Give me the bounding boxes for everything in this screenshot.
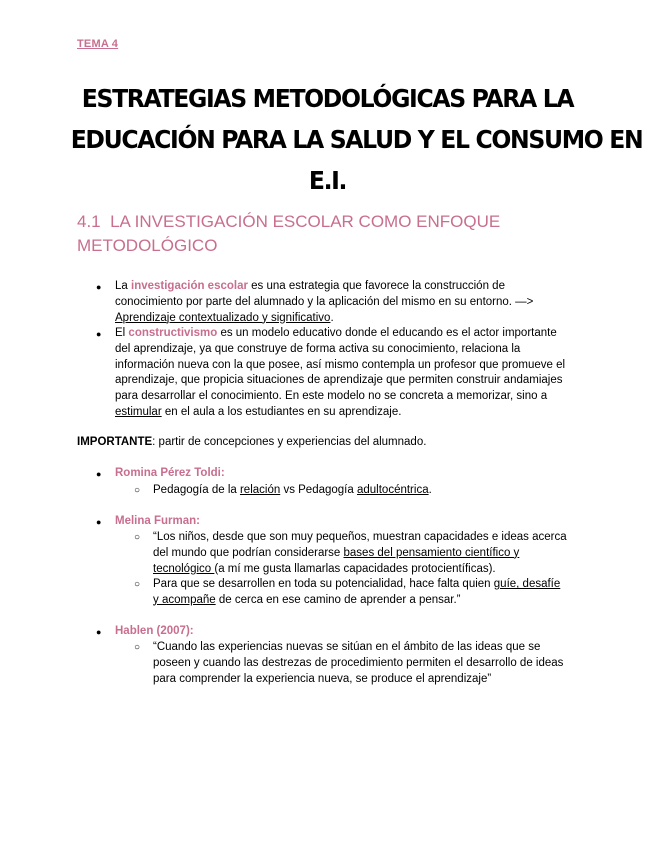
page-title: [70, 78, 643, 201]
sub-item: ○ “Los niños, desde que son muy pequeños, muestran capacidades e ideas acerca del mundo que podrían considerarse bases del pensamiento científico y tecnológico (a mí me gusta llamarlas capacidades protocientíficas).: [134, 531, 567, 575]
topic-label: TEMA 4: [77, 38, 119, 50]
section-title-line: LA INVESTIGACIÓN ESCOLAR COMO ENFOQUE: [110, 212, 501, 231]
author-name: Hablen (2007):: [115, 625, 194, 637]
list-item: ● El constructivismo es un modelo educativo donde el educando es el actor importante del aprendizaje, ya que construye de forma activa su conocimiento, relaciona la información nueva con la que posee, así mismo contempla un profesor que promueve el aprendizaje, que propicia situaciones de aprendizaje que permiten construir andamiajes para desarrollar el conocimiento. En este modelo no se concreta a memorizar, sino a estimular en el aula a los estudiantes en su aprendizaje.: [96, 327, 566, 418]
sub-item: ○ “Cuando las experiencias nuevas se sitúan en el ámbito de las ideas que se poseen y cuando las destrezas de procedimiento permiten el desarrollo de ideas para comprender la experiencia nueva, se produce el aprendizaje”: [134, 641, 564, 685]
key-term: investigación escolar: [131, 280, 248, 292]
author-item: [77, 514, 597, 530]
sub-bullet-marker: ○: [134, 642, 141, 653]
sub-item: ○ Para que se desarrollen en toda su potencialidad, hace falta quien guíe, desafíe y acompañe de cerca en ese camino de aprender a pensar.”: [134, 578, 561, 606]
bullet-marker: ●: [96, 282, 102, 292]
list-item: ● La investigación escolar es una estrategia que favorece la construcción de conocimiento por parte del alumnado y la aplicación del mismo en su entorno. —> Aprendizaje contextualizado y significativo.: [96, 280, 534, 324]
sub-bullet-marker: ○: [134, 485, 141, 496]
author-item: [77, 466, 597, 482]
author-item: [77, 624, 597, 640]
sub-bullet-marker: ○: [134, 579, 141, 590]
section-title-line: METODOLÓGICO: [77, 236, 218, 255]
important-note: IMPORTANTE: partir de concepciones y experiencias del alumnado.: [77, 436, 427, 448]
title-line: ESTRATEGIAS METODOLÓGICAS PARA LA: [81, 84, 574, 113]
sub-bullet-marker: ○: [134, 532, 141, 543]
bullet-marker: ●: [96, 517, 102, 527]
title-line: EDUCACIÓN PARA LA SALUD Y EL CONSUMO EN: [70, 125, 643, 154]
key-term: constructivismo: [128, 327, 218, 339]
bullet-marker: ●: [96, 469, 102, 479]
author-name: Melina Furman:: [115, 515, 200, 527]
important-label: IMPORTANTE: [77, 436, 153, 448]
section-number: 4.1: [77, 212, 101, 231]
bullet-marker: ●: [96, 329, 102, 339]
bullet-marker: ●: [96, 627, 102, 637]
sub-item: ○ Pedagogía de la relación vs Pedagogía adultocéntrica.: [77, 483, 597, 499]
title-line: E.I.: [308, 166, 347, 195]
section-heading: [77, 210, 597, 258]
author-name: Romina Pérez Toldi:: [115, 467, 225, 479]
